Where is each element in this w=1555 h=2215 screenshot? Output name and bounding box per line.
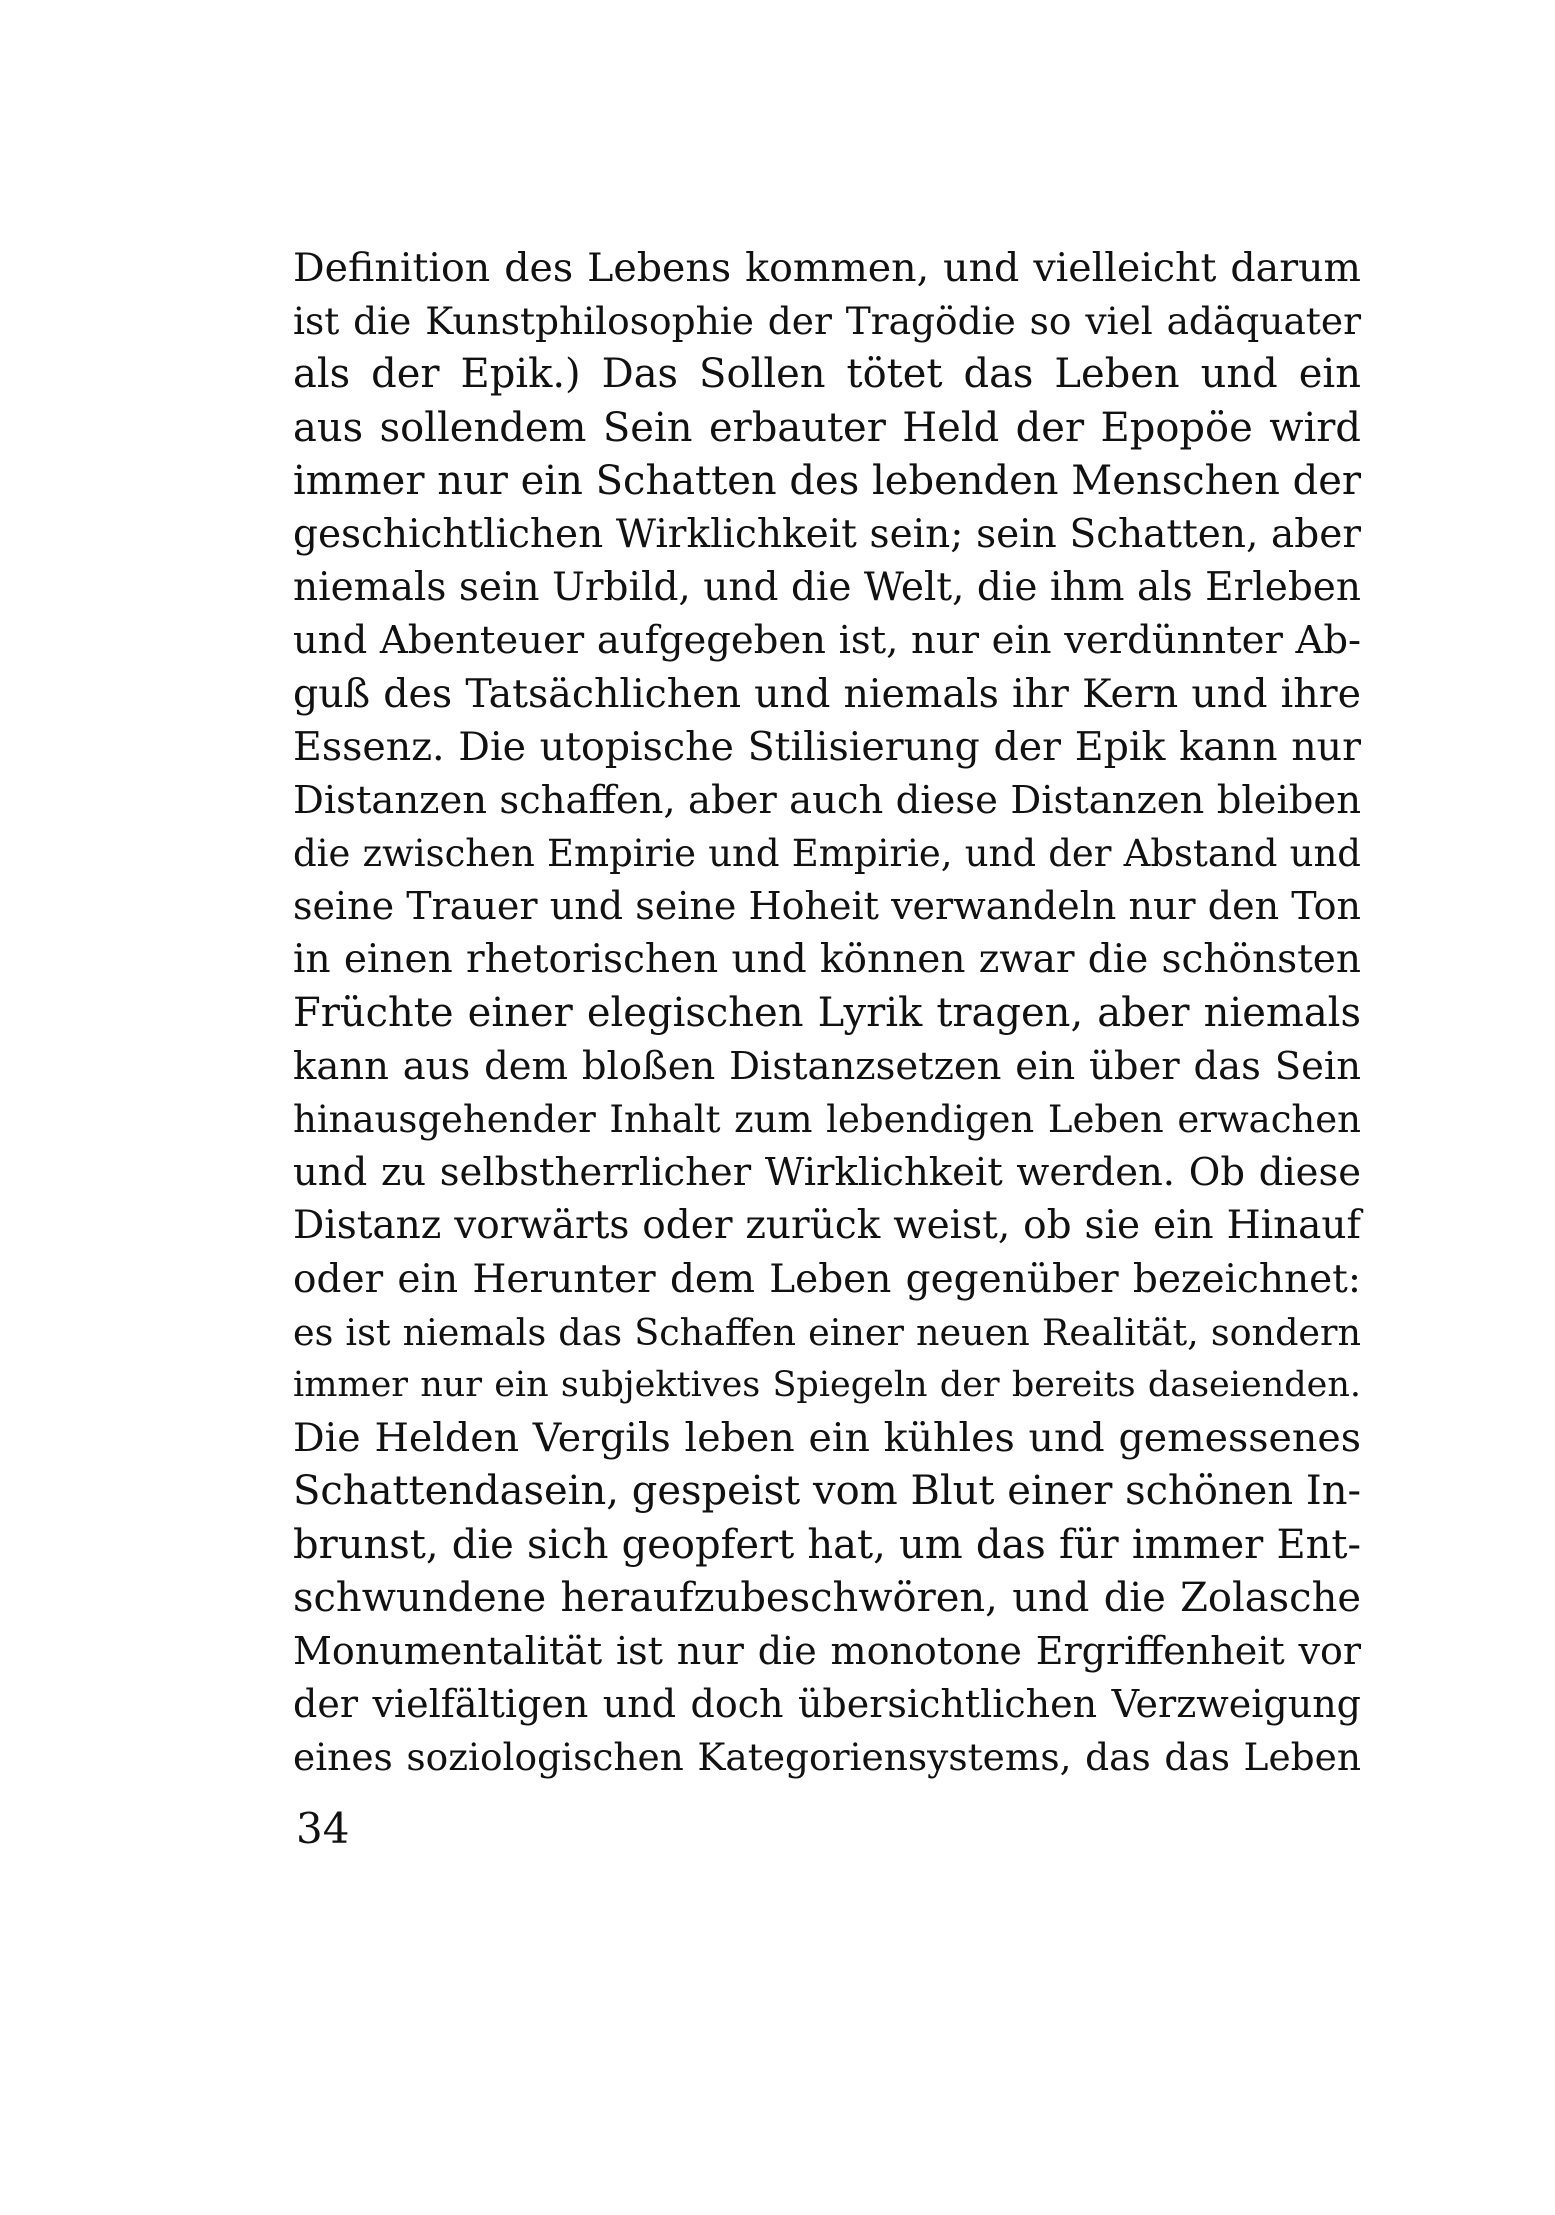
text-line: aus sollendem Sein erbauter Held der Epopöe wird xyxy=(293,404,1361,451)
text-line: Essenz. Die utopische Stilisierung der Epik kann nur xyxy=(293,723,1361,770)
text-line: eines soziologischen Kategoriensystems, das das Leben xyxy=(293,1735,1361,1780)
text-line: guß des Tatsächlichen und niemals ihr Kern und ihre xyxy=(293,670,1361,717)
text-line: und Abenteuer aufgegeben ist, nur ein verdünnter Ab- xyxy=(293,618,1361,664)
text-line: die zwischen Empirie und Empirie, und der Abstand und xyxy=(293,832,1361,876)
text-line: seine Trauer und seine Hoheit verwandeln nur den Ton xyxy=(293,884,1361,929)
text-line: Monumentalität ist nur die monotone Ergriffenheit vor xyxy=(293,1628,1361,1673)
text-line: es ist niemals das Schaffen einer neuen Realität, sondern xyxy=(293,1310,1361,1354)
text-line: hinausgehender Inhalt zum lebendigen Leben erwachen xyxy=(293,1098,1361,1141)
text-line: und zu selbstherrlicher Wirklichkeit werden. Ob diese xyxy=(293,1150,1361,1196)
text-line: Distanz vorwärts oder zurück weist, ob sie ein Hinauf xyxy=(293,1203,1361,1249)
text-line: Distanzen schaffen, aber auch diese Distanzen bleiben xyxy=(293,777,1361,823)
body-text xyxy=(293,242,1361,1784)
text-line: kann aus dem bloßen Distanzsetzen ein über das Sein xyxy=(293,1043,1361,1089)
text-line: immer nur ein subjektives Spiegeln der bereits daseienden. xyxy=(293,1364,1361,1405)
text-line: brunst, die sich geopfert hat, um das für immer Ent- xyxy=(293,1521,1361,1568)
text-line: Die Helden Vergils leben ein kühles und gemessenes xyxy=(293,1415,1361,1462)
text-line: immer nur ein Schatten des lebenden Menschen der xyxy=(293,457,1361,504)
text-line: der vielfältigen und doch übersichtlichen Verzweigung xyxy=(293,1682,1361,1727)
text-line: schwundene heraufzubeschwören, und die Zolasche xyxy=(293,1574,1361,1621)
text-line: niemals sein Urbild, und die Welt, die ihm als Erleben xyxy=(293,565,1361,611)
text-line: oder ein Herunter dem Leben gegenüber bezeichnet: xyxy=(293,1256,1361,1302)
text-line: als der Epik.) Das Sollen tötet das Leben und ein xyxy=(293,351,1361,398)
text-line: Früchte einer elegischen Lyrik tragen, aber niemals xyxy=(293,989,1361,1036)
text-line: Definition des Lebens kommen, und vielleicht darum xyxy=(293,245,1361,291)
text-line: Schattendasein, gespeist vom Blut einer schönen In- xyxy=(293,1468,1361,1515)
page-number: 34 xyxy=(296,1804,350,1853)
text-line: ist die Kunstphilosophie der Tragödie so viel adäquater xyxy=(293,299,1361,344)
text-line: in einen rhetorischen und können zwar die schönsten xyxy=(293,937,1361,983)
text-line: geschichtlichen Wirklichkeit sein; sein Schatten, aber xyxy=(293,511,1361,557)
